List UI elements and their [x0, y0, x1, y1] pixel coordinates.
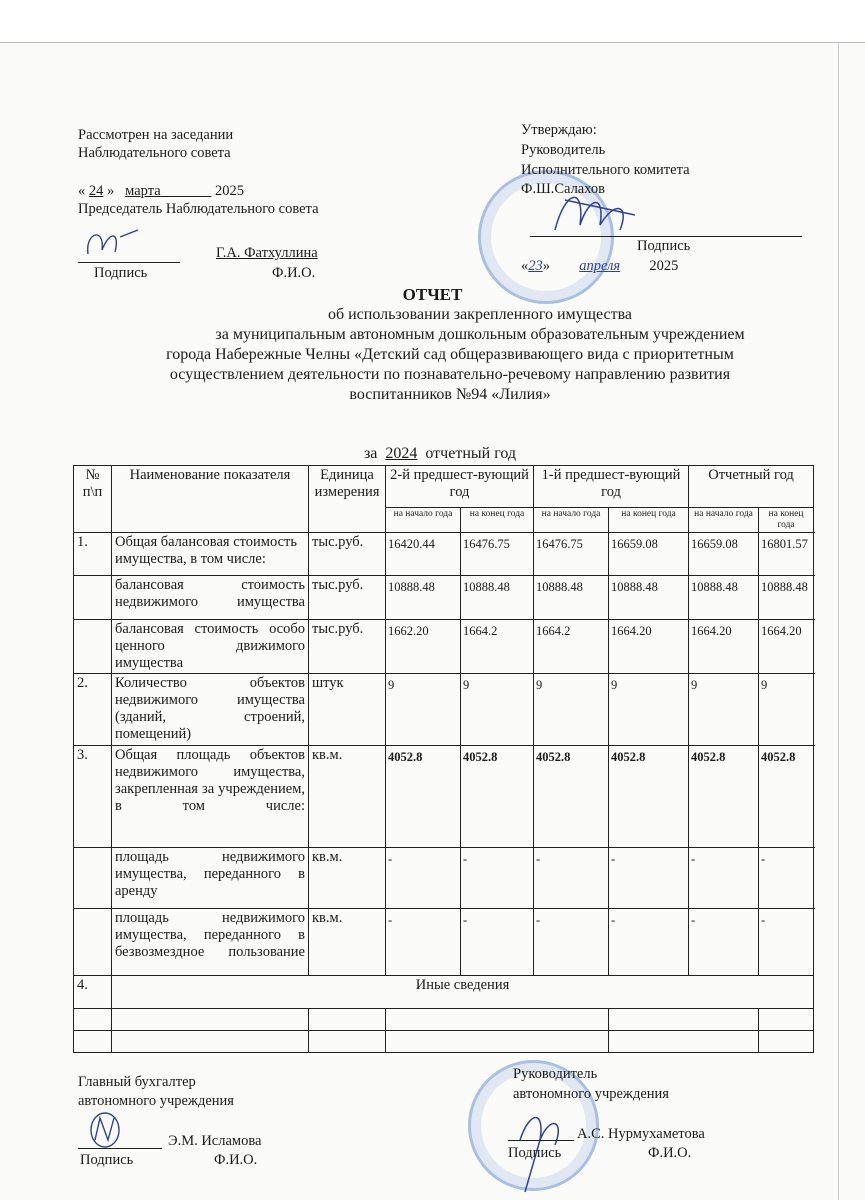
approve-sign-line	[530, 236, 802, 237]
subheader-start: на начало года	[534, 508, 609, 533]
approve-line1: Утверждаю:	[521, 122, 597, 138]
chair-signature	[80, 222, 160, 262]
table-row	[74, 576, 814, 620]
row-value: -	[609, 909, 689, 976]
review-day: 24	[88, 183, 104, 199]
row-value: 9	[759, 674, 814, 746]
director-line2: автономного учреждения	[513, 1086, 669, 1102]
review-month: марта	[125, 183, 161, 199]
row-value: -	[759, 909, 814, 976]
accountant-fio-label: Ф.И.О.	[214, 1152, 258, 1168]
row-num: 2.	[74, 674, 112, 746]
row-value: 16801.57	[759, 533, 814, 576]
row-num	[74, 848, 112, 909]
table-row	[74, 674, 814, 746]
row-value: 16420.44	[386, 533, 461, 576]
row-value: 1664.2	[461, 620, 534, 674]
review-line2: Наблюдательного совета	[78, 145, 231, 161]
row-unit: тыс.руб.	[309, 533, 386, 576]
table-row	[74, 848, 814, 909]
row-name: Общая площадь объектов недвижимого имущества, закрепленная за учреждением, в том числе:	[112, 746, 309, 848]
row-value: 16659.08	[609, 533, 689, 576]
chair-sign-label: Подпись	[94, 265, 148, 281]
row-unit: кв.м.	[309, 848, 386, 909]
row-name: Общая балансовая стоимость имущества, в том числе:	[112, 533, 309, 576]
row-value: 9	[461, 674, 534, 746]
header-group-report: Отчетный год	[689, 466, 814, 508]
chair-fio-label: Ф.И.О.	[272, 265, 316, 281]
director-sign-line	[508, 1140, 574, 1141]
row-value: 4052.8	[461, 746, 534, 848]
row-value: -	[689, 909, 759, 976]
row-unit: тыс.руб.	[309, 620, 386, 674]
accountant-signature	[80, 1110, 130, 1150]
row-value: 9	[534, 674, 609, 746]
table-row	[74, 533, 814, 576]
accountant-sign-label: Подпись	[80, 1152, 134, 1168]
row-value: 10888.48	[689, 576, 759, 620]
table-row	[74, 620, 814, 674]
header-group-1st-prev: 1-й предшест-вующий год	[534, 466, 689, 508]
chair-sign-line	[78, 262, 180, 263]
row-value: 1664.2	[534, 620, 609, 674]
row-value: 4052.8	[759, 746, 814, 848]
row-name: Количество объектов недвижимого имущества (зданий, строений, помещений)	[112, 674, 309, 746]
approve-name: Ф.Ш.Салахов	[521, 181, 606, 197]
header-unit: Единица измерения	[309, 466, 386, 533]
row-value: 9	[609, 674, 689, 746]
row-value: -	[386, 909, 461, 976]
row-value: 4052.8	[534, 746, 609, 848]
row-value: 1664.20	[609, 620, 689, 674]
chair-title: Председатель Наблюдательного совета	[78, 201, 319, 217]
empty-row	[74, 1009, 814, 1031]
row-value: -	[534, 848, 609, 909]
report-subtitle-1: об использовании закрепленного имущества	[327, 306, 633, 323]
row-value: 1662.20	[386, 620, 461, 674]
approve-day: 23	[528, 258, 543, 274]
row-value: 10888.48	[386, 576, 461, 620]
accountant-line1: Главный бухгалтер	[78, 1074, 196, 1090]
subheader-start: на начало года	[689, 508, 759, 533]
period-suffix: отчетный год	[425, 445, 517, 462]
row-value: 16659.08	[689, 533, 759, 576]
subheader-end: на конец года	[759, 508, 814, 533]
row-num: 3.	[74, 746, 112, 848]
review-line1: Рассмотрен на заседании	[78, 127, 234, 143]
row-value: 1664.20	[689, 620, 759, 674]
row-name: балансовая стоимость недвижимого имущества	[112, 576, 309, 620]
row-unit: тыс.руб.	[309, 576, 386, 620]
review-year: 2025	[215, 183, 245, 199]
period-prefix: за	[363, 445, 378, 462]
other-num: 4.	[74, 976, 112, 1009]
table-row	[74, 746, 814, 848]
approve-year: 2025	[649, 258, 679, 274]
row-value: 10888.48	[609, 576, 689, 620]
row-value: 4052.8	[689, 746, 759, 848]
row-value: 16476.75	[461, 533, 534, 576]
row-unit: штук	[309, 674, 386, 746]
row-name: балансовая стоимость особо ценного движимого имущества	[112, 620, 309, 674]
accountant-name: Э.М. Исламова	[168, 1133, 262, 1149]
approve-date: «23» апреля 2025	[521, 258, 679, 274]
row-value: 4052.8	[609, 746, 689, 848]
approve-line3: Исполнительного комитета	[521, 162, 690, 178]
row-value: -	[534, 909, 609, 976]
report-subtitle-2: за муниципальным автономным дошкольным образовательным учреждением	[215, 326, 745, 343]
approve-line2: Руководитель	[521, 142, 606, 158]
property-report-table	[73, 465, 814, 1053]
subheader-start: на начало года	[386, 508, 461, 533]
accountant-sign-line	[78, 1148, 162, 1149]
review-date: « 24 » марта 2025	[78, 183, 245, 199]
row-value: 9	[386, 674, 461, 746]
table-row	[74, 909, 814, 976]
row-num	[74, 909, 112, 976]
row-value: 16476.75	[534, 533, 609, 576]
row-value: -	[759, 848, 814, 909]
row-value: -	[461, 848, 534, 909]
director-fio-label: Ф.И.О.	[648, 1145, 692, 1161]
row-value: 9	[689, 674, 759, 746]
row-value: 1664.20	[759, 620, 814, 674]
row-value: 10888.48	[759, 576, 814, 620]
row-unit: кв.м.	[309, 746, 386, 848]
row-value: -	[609, 848, 689, 909]
director-sign-label: Подпись	[508, 1145, 562, 1161]
row-name: площадь недвижимого имущества, переданного в безвозмездное пользование	[112, 909, 309, 976]
director-name: А.С. Нурмухаметова	[577, 1126, 705, 1142]
approve-sign-label: Подпись	[637, 238, 691, 254]
row-value: -	[689, 848, 759, 909]
approve-month: апреля	[579, 258, 621, 274]
report-subtitle-4: осуществлением деятельности по познавательно-речевому направлению развития	[169, 366, 731, 383]
row-value: 10888.48	[534, 576, 609, 620]
row-num: 1.	[74, 533, 112, 576]
scan-right-edge	[838, 42, 839, 1200]
report-title: ОТЧЕТ	[402, 285, 463, 304]
row-name: площадь недвижимого имущества, переданного в аренду	[112, 848, 309, 909]
row-value: -	[461, 909, 534, 976]
empty-row	[74, 1031, 814, 1053]
chair-name: Г.А. Фатхуллина	[216, 245, 318, 261]
subheader-end: на конец года	[461, 508, 534, 533]
row-value: 10888.48	[461, 576, 534, 620]
header-name: Наименование показателя	[112, 466, 309, 533]
report-subtitle-5: воспитанников №94 «Лилия»	[349, 386, 551, 403]
row-unit: кв.м.	[309, 909, 386, 976]
director-line1: Руководитель	[513, 1066, 598, 1082]
report-period	[0, 445, 865, 463]
row-num	[74, 576, 112, 620]
subheader-end: на конец года	[609, 508, 689, 533]
other-label: Иные сведения	[112, 976, 814, 1009]
header-num: № п\п	[74, 466, 112, 533]
header-group-2nd-prev: 2-й предшест-вующий год	[386, 466, 534, 508]
row-value: -	[386, 848, 461, 909]
accountant-line2: автономного учреждения	[78, 1093, 234, 1109]
period-year: 2024	[385, 445, 418, 462]
row-value: 4052.8	[386, 746, 461, 848]
row-num	[74, 620, 112, 674]
report-subtitle-3: города Набережные Челны «Детский сад общеразвивающего вида с приоритетным	[166, 346, 734, 363]
scan-top-edge	[0, 0, 865, 43]
